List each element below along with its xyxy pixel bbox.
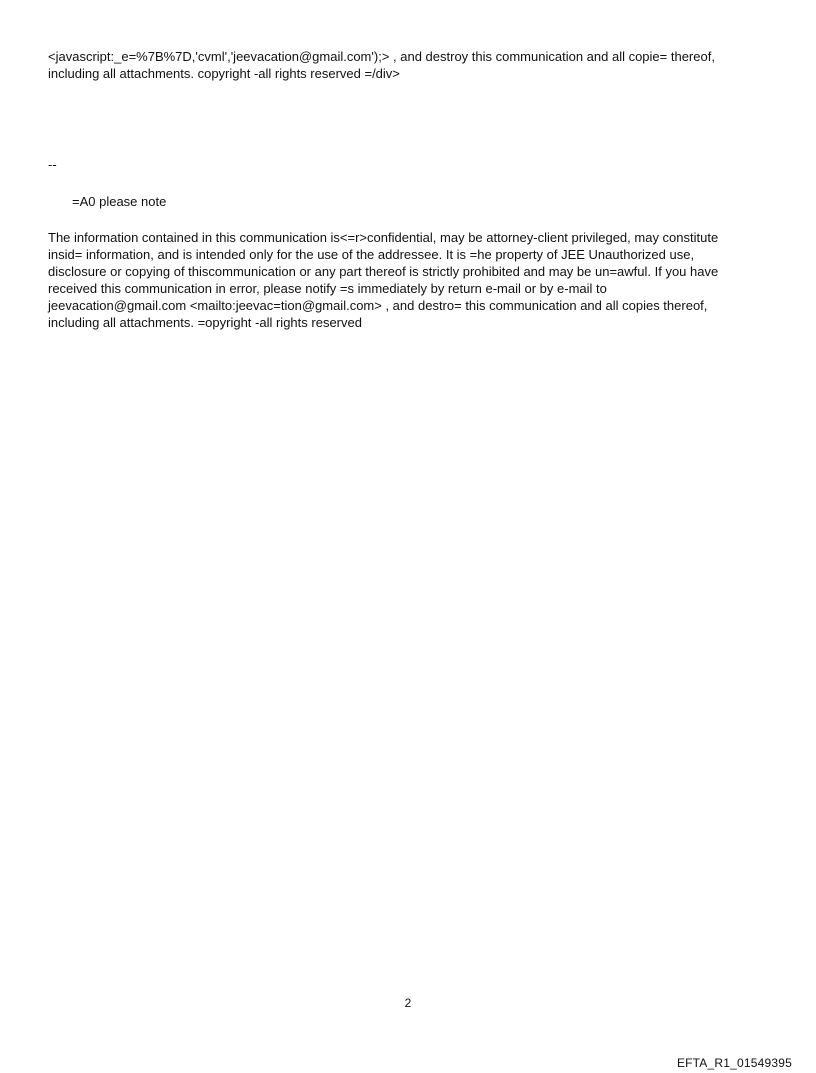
page-number: 2 (404, 996, 412, 1010)
disclaimer-line-2: insid= information, and is intended only for the use of the addressee. It is =he property of JEE Unauthorized use, (48, 247, 695, 262)
disclaimer-line-3: disclosure or copying of thiscommunication or any part thereof is strictly prohibited and may be un=awful. If you have (48, 264, 719, 279)
note-heading: =A0 please note (72, 194, 167, 209)
bates-number: EFTA_R1_01549395 (676, 1056, 792, 1070)
top-block-line-1: <javascript:_e=%7B%7D,'cvml','jeevacation@gmail.com');> , and destroy this communication and all copie= thereof, (48, 49, 715, 64)
disclaimer-line-4: received this communication in error, please notify =s immediately by return e-mail or by e-mail to (48, 281, 607, 296)
signature-separator: -- (48, 157, 57, 172)
disclaimer-line-6: including all attachments. =opyright -all rights reserved (48, 315, 362, 330)
disclaimer-line-1: The information contained in this communication is<=r>confidential, may be attorney-client privileged, may constitute (48, 230, 719, 245)
top-block-line-2: including all attachments. copyright -all rights reserved =/div> (48, 66, 400, 81)
disclaimer-line-5: jeevacation@gmail.com <mailto:jeevac=tion@gmail.com> , and destro= this communication and all copies thereof, (48, 298, 708, 313)
